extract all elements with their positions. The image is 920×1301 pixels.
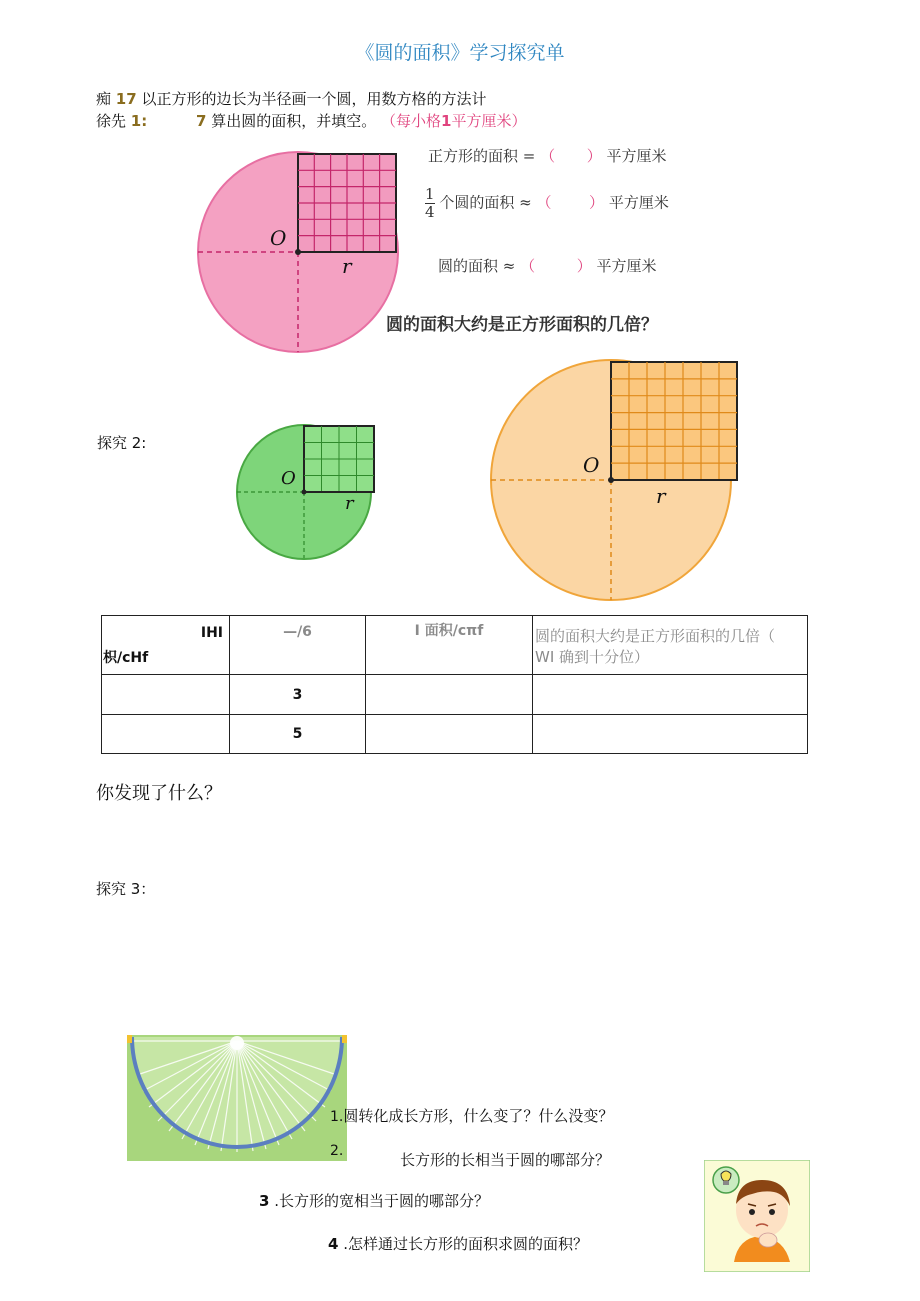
figure-1 bbox=[196, 148, 726, 358]
large-radius-r-label: r bbox=[656, 484, 666, 508]
question-3 bbox=[259, 1190, 489, 1211]
eq2-label: 个圆的面积 ≈ bbox=[439, 193, 532, 212]
table-cell-radius: 5 bbox=[230, 715, 366, 754]
small-center-o-label: O bbox=[281, 468, 296, 489]
eq3-label: 圆的面积 ≈ bbox=[438, 257, 516, 275]
intro-prefix: 痴 bbox=[96, 90, 112, 108]
question-4-number: 4 bbox=[328, 1235, 339, 1253]
eq2-open: （ bbox=[536, 193, 552, 212]
pink-circle-diagram bbox=[196, 148, 406, 358]
page-title: 《圆的面积》学习探究单 bbox=[355, 42, 565, 64]
intro-hint-end: 平方厘米） bbox=[451, 112, 527, 130]
intro-number-2: 1: bbox=[130, 112, 148, 130]
explore-2-label: 探究 2: bbox=[97, 434, 147, 452]
table-row bbox=[102, 715, 808, 754]
eq1-label: 正方形的面积 = bbox=[428, 147, 536, 165]
question-2-text: 长方形的长相当于圆的哪部分？ bbox=[400, 1151, 611, 1169]
intro-line-2 bbox=[96, 110, 527, 131]
center-o-label: O bbox=[270, 226, 287, 250]
eq1-close: ） bbox=[586, 147, 602, 165]
intro-prefix-2: 徐先 bbox=[96, 112, 127, 130]
eq3-unit: 平方厘米 bbox=[596, 257, 657, 275]
green-circle-diagram bbox=[233, 424, 378, 560]
intro-number-3: 7 bbox=[196, 112, 207, 130]
figure1-question: 圆的面积大约是正方形面积的几倍？ bbox=[386, 315, 658, 335]
intro-number: 17 bbox=[115, 90, 137, 108]
equation-circle-area bbox=[438, 255, 657, 276]
eq1-unit: 平方厘米 bbox=[606, 147, 667, 165]
table-cell bbox=[102, 675, 230, 715]
header-cell-2-text: —/6 bbox=[283, 624, 312, 640]
discover-question: 你发现了什么？ bbox=[96, 783, 222, 804]
eq1-open: （ bbox=[540, 147, 556, 165]
question-1 bbox=[330, 1105, 613, 1126]
eq2-close: ） bbox=[589, 193, 605, 212]
header-cell-4-line-1: 圆的面积大约是正方形面积的几倍（ bbox=[535, 627, 776, 645]
header-cell-2 bbox=[230, 616, 366, 675]
explore-3-label: 探究 3： bbox=[96, 880, 156, 898]
table-cell-radius: 3 bbox=[230, 675, 366, 715]
question-4 bbox=[328, 1233, 588, 1254]
radius-r-label: r bbox=[342, 254, 352, 278]
orange-circle-diagram bbox=[483, 358, 743, 602]
fraction-one-quarter bbox=[425, 186, 435, 221]
eq3-close: ） bbox=[576, 257, 592, 275]
intro-text: 以正方形的边长为半径画一个圆，用数方格的方法计 bbox=[141, 90, 487, 108]
header-cell-1 bbox=[102, 616, 230, 675]
question-1-text: 圆转化成长方形，什么变了？什么没变？ bbox=[343, 1107, 614, 1125]
eq3-open: （ bbox=[520, 257, 536, 275]
header-cell-3-text: I 面积/cπf bbox=[414, 623, 484, 639]
header-cell-1-top: IHI bbox=[200, 625, 223, 641]
intro-line-1 bbox=[96, 88, 486, 109]
equation-square-area bbox=[428, 145, 667, 166]
intro-hint-number: 1 bbox=[441, 112, 452, 130]
table-cell bbox=[533, 675, 808, 715]
question-1-number: 1. bbox=[330, 1109, 344, 1125]
eq2-unit: 平方厘米 bbox=[608, 193, 669, 212]
table-cell bbox=[366, 675, 533, 715]
question-3-text: .长方形的宽相当于圆的哪部分？ bbox=[274, 1192, 489, 1210]
intro-text-2: 算出圆的面积，并填空。 bbox=[211, 112, 377, 130]
small-radius-r-label: r bbox=[345, 493, 354, 514]
question-4-text: .怎样通过长方形的面积求圆的面积？ bbox=[343, 1235, 588, 1253]
equation-quarter-area bbox=[425, 186, 669, 221]
table-cell bbox=[533, 715, 808, 754]
header-cell-4-line-2: WI 确到十分位） bbox=[535, 648, 650, 666]
fraction-denominator: 4 bbox=[425, 203, 435, 221]
explore-table bbox=[101, 615, 808, 754]
header-cell-4 bbox=[533, 616, 808, 675]
table-cell bbox=[102, 715, 230, 754]
question-2-number: 2. bbox=[330, 1143, 344, 1159]
semicircle-sectors-image bbox=[127, 1035, 347, 1161]
thinking-boy-image bbox=[704, 1160, 810, 1272]
table-cell bbox=[366, 715, 533, 754]
table-row bbox=[102, 675, 808, 715]
large-center-o-label: O bbox=[583, 453, 600, 477]
table-header-row bbox=[102, 616, 808, 675]
fraction-numerator: 1 bbox=[425, 185, 435, 203]
question-3-number: 3 bbox=[259, 1192, 270, 1210]
intro-hint: （每小格 bbox=[381, 112, 442, 130]
header-cell-1-bottom: 枳/cHf bbox=[103, 650, 149, 666]
header-cell-3 bbox=[366, 616, 533, 675]
